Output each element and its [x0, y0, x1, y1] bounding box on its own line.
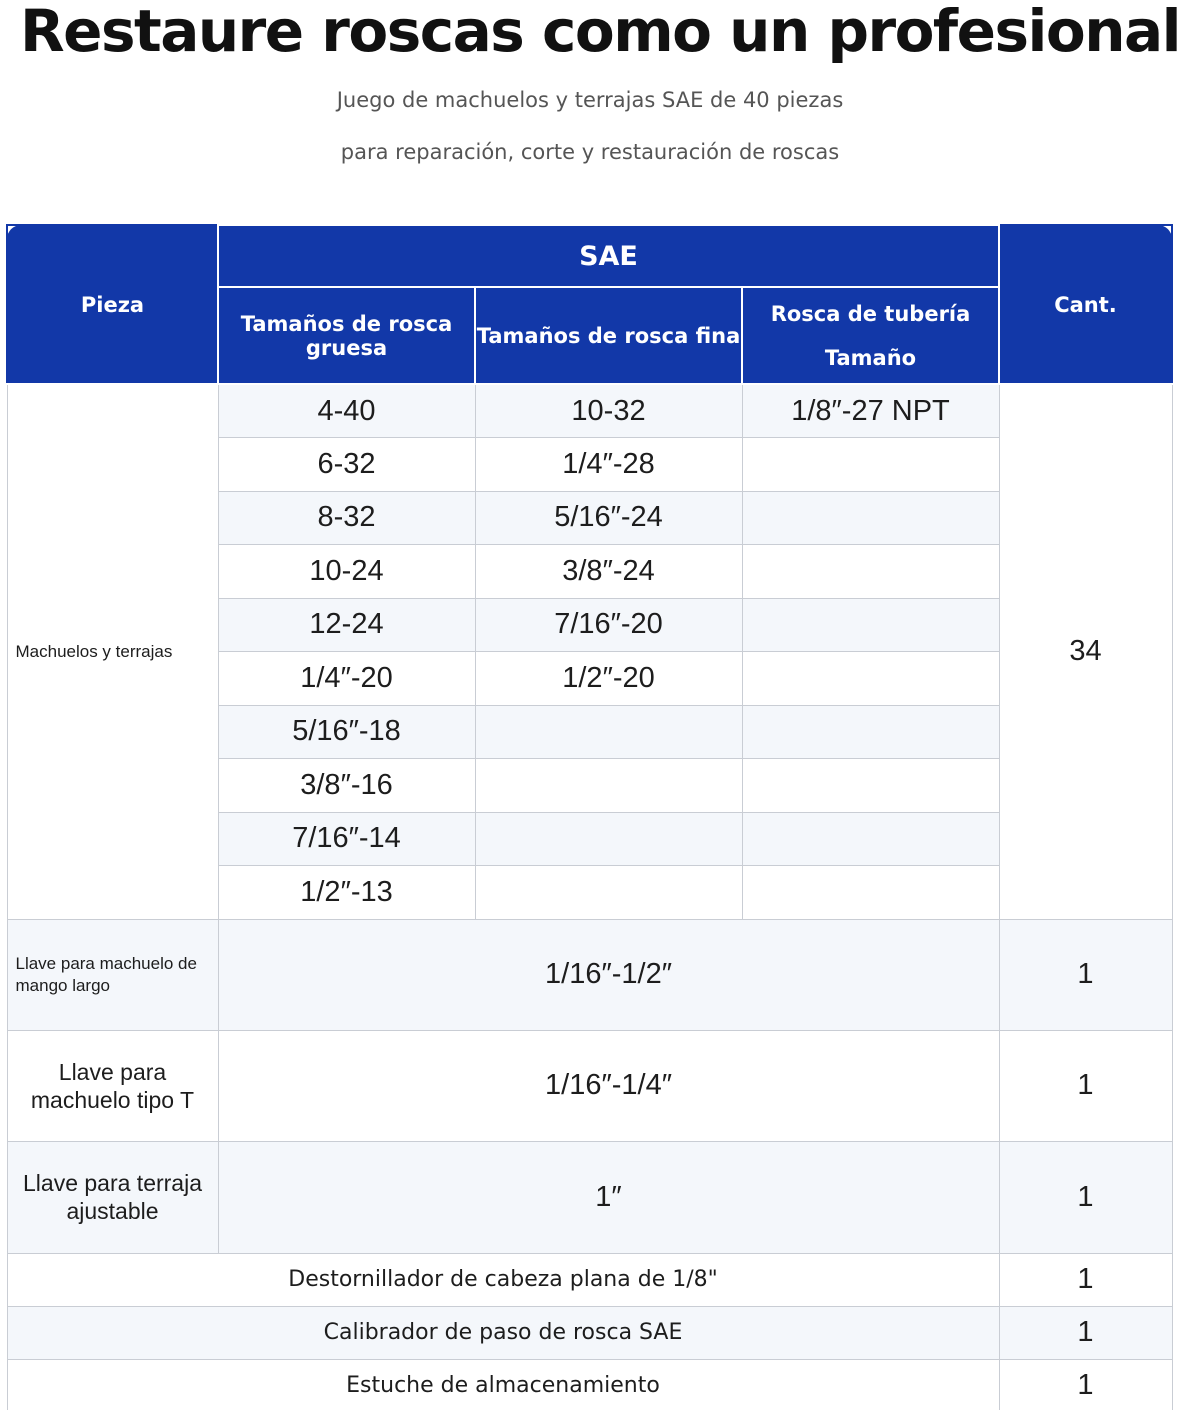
screwdriver-qty: 1	[999, 1253, 1172, 1306]
wrench-long-qty: 1	[999, 919, 1172, 1030]
pipe-size	[742, 438, 999, 492]
pipe-size	[742, 491, 999, 545]
table-row-gauge	[7, 1306, 1172, 1359]
coarse-size: 1/4″-20	[218, 652, 475, 706]
fine-size: 1/2″-20	[475, 652, 742, 706]
taps-dies-qty: 34	[999, 384, 1172, 919]
pipe-size	[742, 866, 999, 920]
coarse-size: 6-32	[218, 438, 475, 492]
header-fine: Tamaños de rosca fina	[475, 287, 742, 384]
parts-table	[6, 224, 1171, 1410]
table-row-case	[7, 1359, 1172, 1410]
wrench-die-range: 1″	[218, 1141, 999, 1253]
pipe-size	[742, 545, 999, 599]
wrench-long-range: 1/16″-1/2″	[218, 919, 999, 1030]
case-label: Estuche de almacenamiento	[7, 1359, 999, 1410]
fine-size	[475, 866, 742, 920]
subtitle-line-2: para reparación, corte y restauración de roscas	[340, 140, 840, 164]
fine-size: 7/16″-20	[475, 598, 742, 652]
fine-size: 1/4″-28	[475, 438, 742, 492]
table-row-screwdriver	[7, 1253, 1172, 1306]
fine-size	[475, 705, 742, 759]
fine-size: 10-32	[475, 384, 742, 438]
header-coarse: Tamaños de rosca gruesa	[218, 287, 475, 384]
gauge-qty: 1	[999, 1306, 1172, 1359]
pipe-size	[742, 652, 999, 706]
fine-size: 3/8″-24	[475, 545, 742, 599]
case-qty: 1	[999, 1359, 1172, 1410]
header-pieza: Pieza	[7, 225, 218, 384]
wrench-t-range: 1/16″-1/4″	[218, 1030, 999, 1141]
taps-dies-label: Machuelos y terrajas	[7, 384, 218, 919]
pipe-size	[742, 759, 999, 813]
coarse-size: 10-24	[218, 545, 475, 599]
coarse-size: 5/16″-18	[218, 705, 475, 759]
table-row-wrench-long	[7, 919, 1172, 1030]
pipe-size	[742, 812, 999, 866]
header-pipe-line2: Tamaño	[824, 345, 917, 370]
table-row-wrench-t	[7, 1030, 1172, 1141]
screwdriver-label: Destornillador de cabeza plana de 1/8"	[7, 1253, 999, 1306]
pipe-size: 1/8″-27 NPT	[742, 384, 999, 438]
gauge-label: Calibrador de paso de rosca SAE	[7, 1306, 999, 1359]
coarse-size: 12-24	[218, 598, 475, 652]
table-row	[7, 384, 1172, 438]
wrench-die-qty: 1	[999, 1141, 1172, 1253]
header-pipe	[742, 287, 999, 384]
pipe-size	[742, 705, 999, 759]
table-row-wrench-die	[7, 1141, 1172, 1253]
page-title: Restaure roscas como un profesional	[19, 0, 1181, 65]
table-header	[7, 225, 1172, 384]
header-qty: Cant.	[999, 225, 1172, 384]
subtitle-line-1: Juego de machuelos y terrajas SAE de 40 piezas	[336, 88, 844, 112]
coarse-size: 8-32	[218, 491, 475, 545]
wrench-t-label: Llave para machuelo tipo T	[7, 1030, 218, 1141]
fine-size	[475, 812, 742, 866]
header-sae: SAE	[218, 225, 999, 287]
coarse-size: 7/16″-14	[218, 812, 475, 866]
fine-size: 5/16″-24	[475, 491, 742, 545]
coarse-size: 1/2″-13	[218, 866, 475, 920]
coarse-size: 3/8″-16	[218, 759, 475, 813]
coarse-size: 4-40	[218, 384, 475, 438]
fine-size	[475, 759, 742, 813]
header-pipe-line1: Rosca de tubería	[770, 301, 971, 326]
wrench-long-label: Llave para machuelo de mango largo	[7, 919, 218, 1030]
wrench-t-qty: 1	[999, 1030, 1172, 1141]
wrench-die-label: Llave para terraja ajustable	[7, 1141, 218, 1253]
pipe-size	[742, 598, 999, 652]
